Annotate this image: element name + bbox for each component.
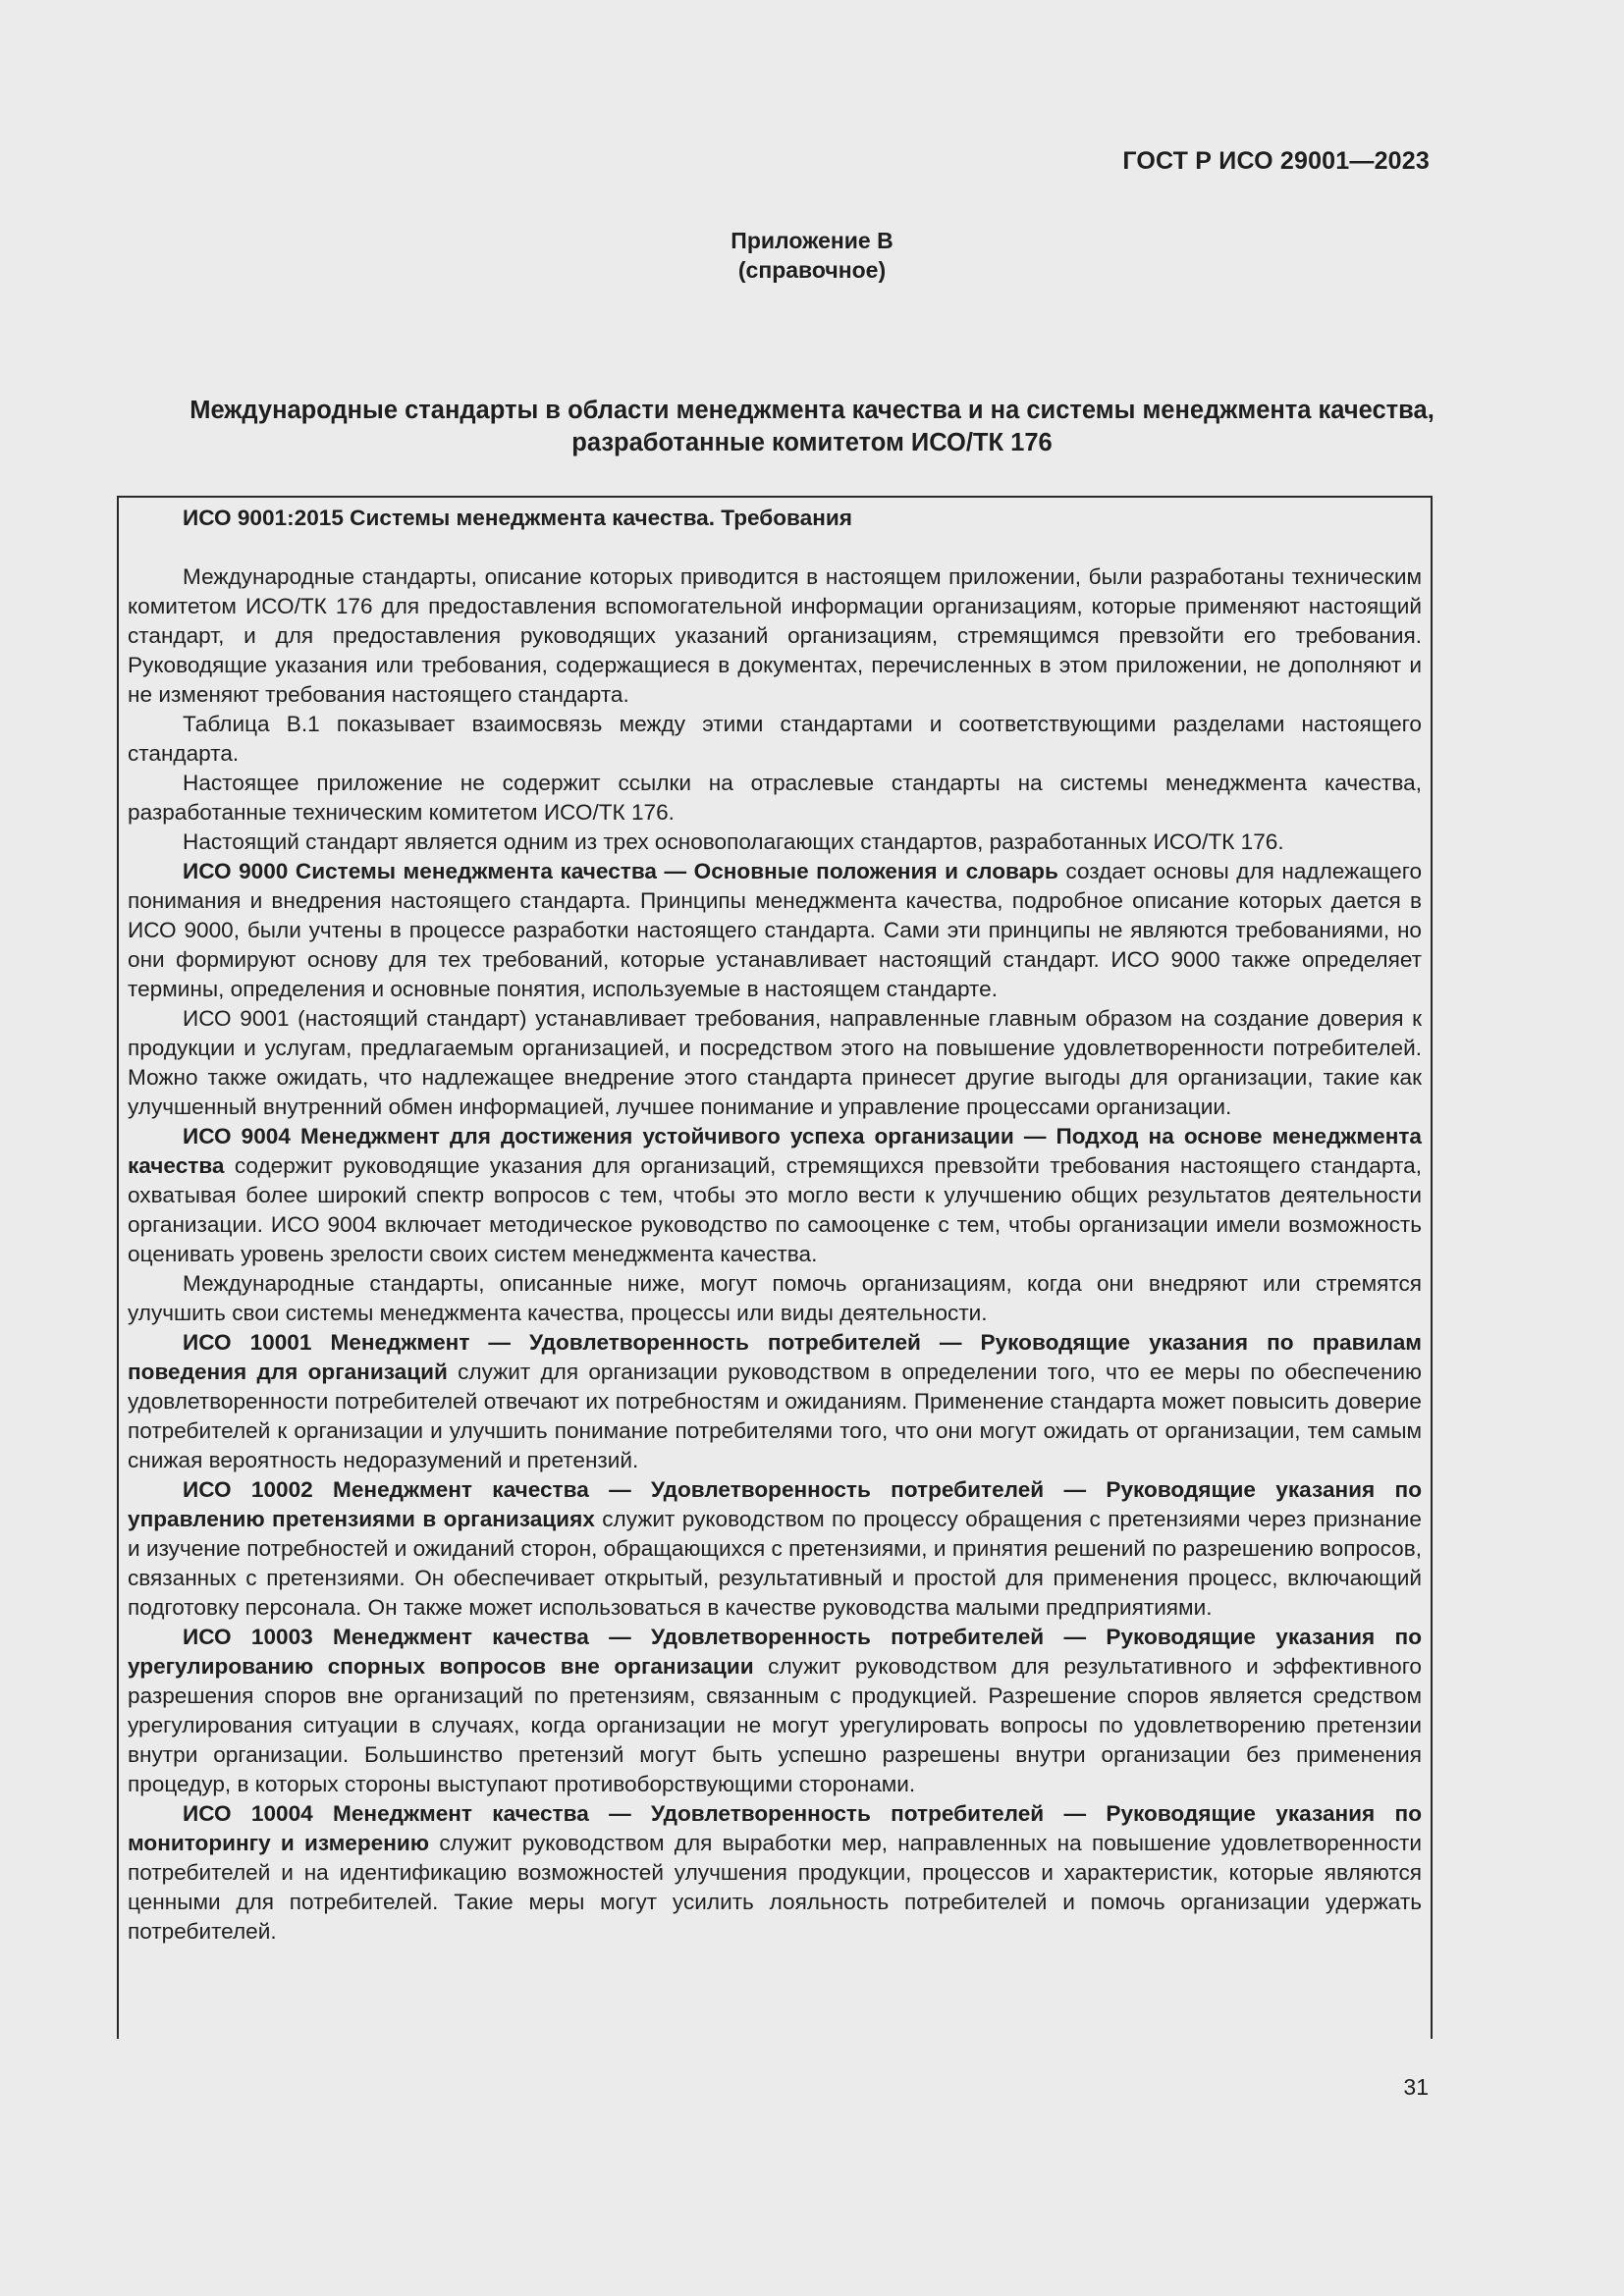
annex-body xyxy=(128,504,1422,1947)
paragraph-iso-10003 xyxy=(128,1623,1422,1799)
paragraph-iso-9000 xyxy=(128,857,1422,1004)
page-number: 31 xyxy=(1403,2074,1429,2100)
iso-9004-title: ИСО 9004 Менеджмент для достижения устойчивого успеха организации — Подход на основе менеджмента качества xyxy=(128,1124,1422,1178)
annex-heading: Международные стандарты в области менеджмента качества и на системы менеджмента качества, разработанные комитетом ИСО/ТК 176 xyxy=(189,397,1435,456)
document-code: ГОСТ Р ИСО 29001—2023 xyxy=(1122,147,1430,175)
paragraph-iso-10004 xyxy=(128,1799,1422,1947)
iso-10003-title: ИСО 10003 Менеджмент качества — Удовлетворенность потребителей — Руководящие указания по урегулированию спорных вопросов вне организации xyxy=(128,1625,1422,1679)
annex-type: (справочное) xyxy=(737,257,887,283)
paragraph-iso-10001 xyxy=(128,1328,1422,1475)
iso-10002-title: ИСО 10002 Менеджмент качества — Удовлетворенность потребителей — Руководящие указания по управлению претензиями в организациях xyxy=(128,1477,1422,1531)
paragraph-2: Таблица В.1 показывает взаимосвязь между этими стандартами и соответствующими разделами настоящего стандарта. xyxy=(128,712,1422,766)
iso-10001-title: ИСО 10001 Менеджмент — Удовлетворенность потребителей — Руководящие указания по правилам поведения для организаций xyxy=(128,1330,1422,1384)
iso-10002-text: служит руководством по процессу обращения с претензиями через признание и изучение потребностей и ожиданий сторон, обращающихся с претензиями, и принятия решений по разрешению вопросов, связанных с претензиями. Он обеспечивает открытый, результативный и простой для применения процесс, включающий подготовку персонала. Он также может использоваться в качестве руководства малыми предприятиями. xyxy=(128,1507,1422,1620)
paragraph-iso-10002 xyxy=(128,1475,1422,1623)
standard-title: ИСО 9001:2015 Системы менеджмента качества. Требования xyxy=(183,506,852,530)
iso-10004-text: служит руководством для выработки мер, направленных на повышение удовлетворенности потребителей и на идентификацию возможностей улучшения продукции, процессов и характеристик, которые являются ценными для потребителей. Такие меры могут усилить лояльность потребителей и помочь организации удержать потребителей. xyxy=(128,1831,1422,1944)
paragraph-iso-9004 xyxy=(128,1122,1422,1269)
paragraph-8: Международные стандарты, описанные ниже, могут помочь организациям, когда они внедряют или стремятся улучшить свои системы менеджмента качества, процессы или виды деятельности. xyxy=(128,1271,1422,1325)
iso-9004-text: содержит руководящие указания для организаций, стремящихся превзойти требования настоящего стандарта, охватывая более широкий спектр вопросов с тем, чтобы это могло вести к улучшению общих результатов деятельности организации. ИСО 9004 включает методическое руководство по самооценке с тем, чтобы организации имели возможность оценивать уровень зрелости своих систем менеджмента качества. xyxy=(128,1153,1422,1266)
annex-header xyxy=(0,226,1624,285)
iso-9000-text: создает основы для надлежащего понимания и внедрения настоящего стандарта. Принципы менеджмента качества, подробное описание которых дается в ИСО 9000, были учтены в процессе разработки настоящего стандарта. Сами эти принципы не являются требованиями, но они формируют основу для тех требований, которые устанавливает настоящий стандарт. ИСО 9000 также определяет термины, определения и основные понятия, используемые в настоящем стандарте. xyxy=(128,859,1423,1001)
paragraph-iso-9001: ИСО 9001 (настоящий стандарт) устанавливает требования, направленные главным образом на создание доверия к продукции и услугам, предлагаемым организацией, и посредством этого на повышение удовлетворенности потребителей. Можно также ожидать, что надлежащее внедрение этого стандарта принесет другие выгоды для организации, такие как улучшенный внутренний обмен информацией, лучшее понимание и управление процессами организации. xyxy=(128,1006,1422,1119)
paragraph-3: Настоящее приложение не содержит ссылки на отраслевые стандарты на системы менеджмента качества, разработанные техническим комитетом ИСО/ТК 176. xyxy=(128,771,1422,825)
iso-10001-text: служит для организации руководством в определении того, что ее меры по обеспечению удовлетворенности потребителей отвечают их потребностям и ожиданиям. Применение стандарта может повысить доверие потребителей к организации и улучшить понимание потребителями того, что они могут ожидать от организации, тем самым снижая вероятность недоразумений и претензий. xyxy=(128,1360,1422,1472)
annex-title: Приложение В xyxy=(731,228,893,253)
paragraph-1: Международные стандарты, описание которых приводится в настоящем приложении, были разработаны техническим комитетом ИСО/ТК 176 для предоставления вспомогательной информации организациям, которые применяют настоящий стандарт, и для предоставления руководящих указаний организациям, стремящимся превзойти его требования. Руководящие указания или требования, содержащиеся в документах, перечисленных в этом приложении, не дополняют и не изменяют требования настоящего стандарта. xyxy=(128,564,1422,707)
paragraph-4: Настоящий стандарт является одним из трех основополагающих стандартов, разработанных ИСО/ТК 176. xyxy=(183,829,1284,854)
iso-10004-title: ИСО 10004 Менеджмент качества — Удовлетворенность потребителей — Руководящие указания по мониторингу и измерению xyxy=(128,1801,1422,1855)
iso-9000-title: ИСО 9000 Системы менеджмента качества — Основные положения и словарь xyxy=(183,859,1058,883)
iso-10003-text: служит руководством для результативного и эффективного разрешения споров вне организаций по претензиям, связанным с продукцией. Разрешение споров является средством урегулирования ситуации в случаях, когда организации не могут урегулировать вопросы по удовлетворению претензии внутри организации. Большинство претензий могут быть успешно разрешены внутри организации без применения процедур, в которых стороны выступают противоборствующими сторонами. xyxy=(128,1654,1423,1796)
